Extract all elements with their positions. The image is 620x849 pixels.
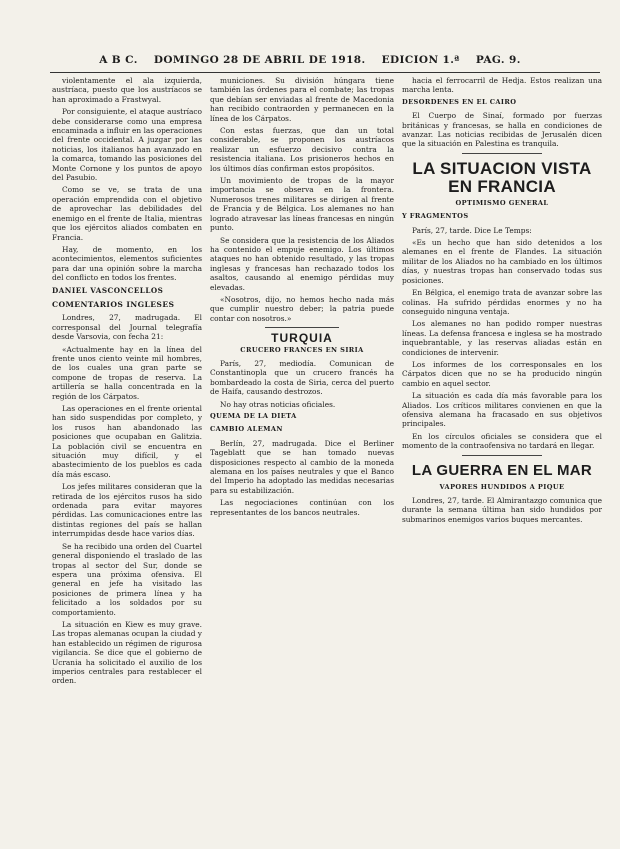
col2-paragraph: Un movimiento de tropas de la mayor importancia se observa en la frontera. Numerosos trenes militares se dirigen al frente de Francia y de Bélgica. Los alemanes no han logrado atravesar las líneas francesas en ningún punto.: [210, 176, 394, 233]
section-kicker: OPTIMISMO GENERAL: [455, 198, 549, 207]
section-divider: [462, 455, 542, 456]
col3-paragraph: La situación es cada día más favorable para los Aliados. Los críticos militares convienen en que la ofensiva alemana ha fracasado en sus objetivos principales.: [402, 391, 602, 429]
col3-paragraph: Los alemanes no han podido romper nuestras líneas. La defensa francesa e inglesa se ha mostrado inquebrantable, y las reservas aliadas están en condiciones de intervenir.: [402, 319, 602, 357]
section-kicker: CRUCERO FRANCES EN SIRIA: [240, 345, 364, 354]
col2-paragraph: Las negociaciones continúan con los representantes de los bancos neutrales.: [210, 498, 394, 517]
col2-subheading: CAMBIO ALEMAN: [210, 425, 283, 434]
page-header: [0, 54, 620, 70]
col1-paragraph: violentamente el ala izquierda, austríaca, puesto que los austríacos se han aproximado a Frastwyal.: [52, 76, 202, 104]
col3-paragraph: «Es un hecho que han sido detenidos a los alemanes en el frente de Flandes. La situación militar de los Aliados no ha cambiado en los últimos días, y nuestras tropas han conservado todas sus posiciones.: [402, 238, 602, 285]
col2-paragraph: París, 27, mediodía. Comunican de Constantinopla que un crucero francés ha bombardeado la costa de Siria, cerca del puerto de Haifa, causando destrozos.: [210, 358, 394, 397]
section-divider: [265, 327, 339, 328]
col1-paragraph: Se ha recibido una orden del Cuartel general disponiendo el traslado de las tropas al sector del Sur, donde se espera una próxima ofensiva. El general en jefe ha visitado las posiciones de primera línea y ha felicitado a los soldados por su comportamiento.: [52, 541, 202, 617]
col1-paragraph: La situación en Kiew es muy grave. Las tropas alemanas ocupan la ciudad y han establecido un régimen de rigurosa vigilancia. Se dice que el gobierno de Ucrania ha solicitado el auxilio de los imperios centrales para restablecer el orden.: [52, 619, 202, 686]
col2-paragraph: No hay otras noticias oficiales.: [220, 399, 336, 409]
col1-paragraph: Los jefes militares consideran que la retirada de los ejércitos rusos ha sido ordenada para evitar mayores pérdidas. Las comunicaciones entre las distintas regiones del país se hallan interrumpidas desde hace varios días.: [52, 482, 202, 539]
header-rule: [50, 72, 600, 73]
col3-paragraph: El Cuerpo de Sinaí, formado por fuerzas británicas y francesas, se halla en condiciones de avanzar. Las noticias recibidas de Jerusalén dicen que la situación en Palestina es tranquila.: [402, 111, 602, 149]
col3-paragraph: Los informes de los corresponsales en los Cárpatos dicen que no se ha producido ningún cambio en aquel sector.: [402, 359, 602, 388]
col1-paragraph: «Actualmente hay en la línea del frente unos ciento veinte mil hombres, de los cuales una gran parte se compone de tropas de reserva. La artillería se halla concentrada en la región de los Cárpatos.: [52, 344, 202, 401]
col1-paragraph: Hay, de momento, en los acontecimientos, elementos suficientes para dar una opinión sobre la marcha del conflicto en todos los frentes.: [52, 244, 202, 283]
col1-paragraph: Como se ve, se trata de una operación emprendida con el objetivo de aprovechar las debilidades del enemigo en el frente de Italia, mientras que los ejércitos aliados combaten en Francia.: [52, 185, 202, 242]
column-1: [52, 76, 202, 839]
section-title-guerra-mar: LA GUERRA EN EL MAR: [411, 461, 593, 479]
section-title-francia: LA SITUACION VISTA EN FRANCIA: [412, 158, 592, 196]
column-2: [210, 76, 394, 839]
header-edition: EDICION 1.ª: [381, 54, 460, 66]
col2-paragraph: municiones. Su división húngara tiene también las órdenes para el combate; las tropas que debían ser enviadas al frente de Macedonia han recibido contraorden y permanecen en la línea de los Cárpatos.: [210, 76, 394, 123]
section-divider: [462, 153, 542, 154]
col3-subheading: Y FRAGMENTOS: [402, 212, 469, 221]
col3-subheading: DESORDENES EN EL CAIRO: [402, 97, 517, 106]
col1-paragraph: Por consiguiente, el ataque austríaco debe considerarse como una empresa encaminada a influir en las operaciones del frente occidental. A juzgar por las noticias, los italianos han avanzado en la comarca, tomando las posiciones del Monte Cornone y los puntos de apoyo del Pasubio.: [52, 107, 202, 183]
col3-paragraph: En los círculos oficiales se considera que el momento de la contraofensiva no tardará en llegar.: [402, 431, 602, 451]
section-kicker: VAPORES HUNDIDOS A PIQUE: [439, 482, 565, 491]
col3-paragraph: Londres, 27, tarde. El Almirantazgo comunica que durante la semana última han sido hundidos por submarinos enemigos varios buques mercantes.: [402, 496, 602, 524]
column-3: [402, 76, 602, 839]
section-title-turquia: TURQUIA: [271, 331, 333, 346]
col1-subheading: COMENTARIOS INGLESES: [52, 299, 175, 309]
col2-paragraph: Berlín, 27, madrugada. Dice el Berliner Tageblatt que se han tomado nuevas disposiciones respecto al cambio de la moneda alemana en los países neutrales y que el Banco del Imperio ha adoptado las medidas necesarias para su estabilización.: [210, 438, 394, 495]
col1-paragraph: Las operaciones en el frente oriental han sido suspendidas por completo, y los rusos han abandonado las posiciones que ocupaban en Galitzia. La población civil se encuentra en situación muy difícil, y el abastecimiento de los pueblos es cada día más escaso.: [52, 404, 202, 479]
col1-signature: DANIEL VASCONCELLOS: [52, 285, 164, 295]
header-page: PAG. 9.: [475, 54, 521, 66]
col1-paragraph: Londres, 27, madrugada. El corresponsal del Journal telegrafía desde Varsovia, con fecha 21:: [52, 313, 202, 342]
col3-paragraph: París, 27, tarde. Dice Le Temps:: [412, 225, 532, 235]
col2-paragraph: Con estas fuerzas, que dan un total considerable, se proponen los austríacos realizar un esfuerzo decisivo contra la resistencia italiana. Los prisioneros hechos en los últimos días confirman estos propósitos.: [210, 126, 394, 173]
col2-paragraph: «Nosotros, dijo, no hemos hecho nada más que cumplir nuestro deber; la patria puede contar con nosotros.»: [210, 294, 394, 323]
header-left: A B C.: [99, 54, 138, 66]
col2-paragraph: Se considera que la resistencia de los Aliados ha contenido el empuje enemigo. Los últimos ataques no han obtenido resultado, y las tropas inglesas y francesas han rechazado todos los asaltos, causando al enemigo pérdidas muy elevadas.: [210, 235, 394, 292]
col2-subheading: QUEMA DE LA DIETA: [210, 412, 297, 420]
col3-paragraph: En Bélgica, el enemigo trata de avanzar sobre las colinas. Ha sufrido pérdidas enormes y no ha conseguido ninguna ventaja.: [402, 288, 602, 316]
header-date: DOMINGO 28 DE ABRIL DE 1918.: [153, 54, 366, 66]
col3-paragraph: hacia el ferrocarril de Hedja. Estos realizan una marcha lenta.: [402, 76, 602, 95]
